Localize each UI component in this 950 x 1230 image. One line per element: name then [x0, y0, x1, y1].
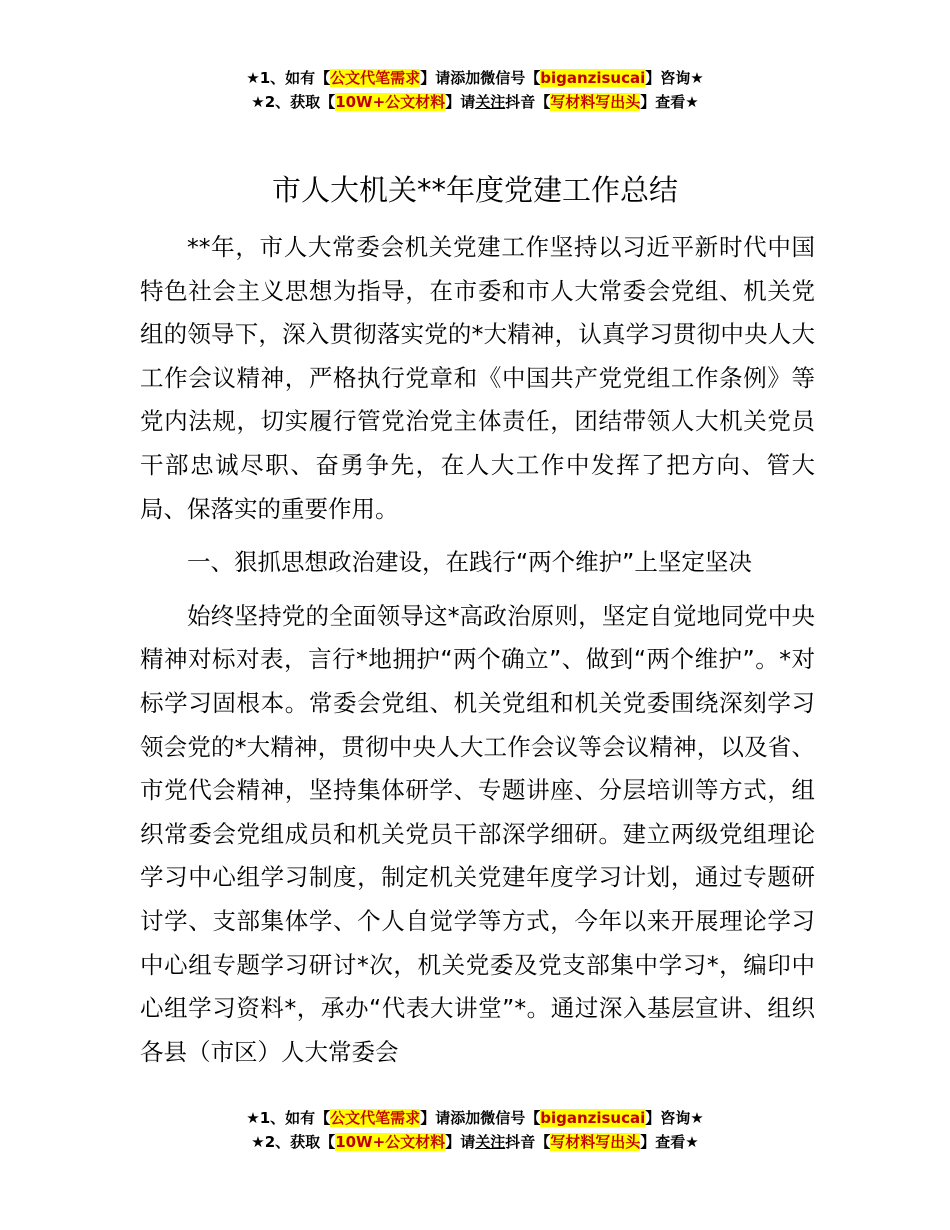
banner-text: 抖音【	[505, 93, 551, 111]
banner-text: 】请	[445, 93, 476, 111]
banner-underline: 关注	[475, 93, 506, 111]
bottom-banner	[0, 1106, 950, 1154]
banner-highlight: 10W+公文材料	[335, 1133, 446, 1151]
banner-text: 】咨询★	[645, 1109, 704, 1127]
banner-text: ★2、获取【	[251, 1133, 336, 1151]
banner-text: 】请添加微信号【	[420, 69, 541, 87]
banner-line-2	[0, 1130, 950, 1154]
banner-line-1	[0, 1106, 950, 1130]
banner-line-2	[0, 90, 950, 114]
banner-highlight: 公文代笔需求	[330, 1109, 421, 1127]
banner-text: 】查看★	[640, 1133, 699, 1151]
banner-highlight: 10W+公文材料	[335, 93, 446, 111]
banner-highlight: biganzisucai	[540, 1109, 646, 1127]
banner-underline: 关注	[475, 1133, 506, 1151]
paragraph-section-1: 始终坚持党的全面领导这*高政治原则，坚定自觉地同党中央精神对标对表，言行*地拥护“两个确立”、做到“两个维护”。*对标学习固根本。常委会党组、机关党组和机关党委围绕深刻学习领会党的*大精神，贯彻中央人大工作会议等会议精神，以及省、市党代会精神，坚持集体研学、专题讲座、分层培训等方式，组织常委会党组成员和机关党员干部深学细研。建立两级党组理论学习中心组学习制度，制定机关党建年度学习计划，通过专题研讨学、支部集体学、个人自觉学等方式，今年以来开展理论学习中心组专题学习研讨*次，机关党委及党支部集中学习*，编印中心组学习资料*，承办“代表大讲堂”*。通过深入基层宣讲、组织各县（市区）人大常委会	[140, 601, 815, 1066]
banner-text: 】咨询★	[645, 69, 704, 87]
banner-highlight: 公文代笔需求	[330, 69, 421, 87]
banner-line-1	[0, 66, 950, 90]
document-body	[140, 226, 815, 1084]
banner-text: ★1、如有【	[246, 1109, 331, 1127]
paragraph-intro: **年，市人大常委会机关党建工作坚持以习近平新时代中国特色社会主义思想为指导，在市委和市人大常委会党组、机关党组的领导下，深入贯彻落实党的*大精神，认真学习贯彻中央人大工作会议精神，严格执行党章和《中国共产党党组工作条例》等党内法规，切实履行管党治党主体责任，团结带领人大机关党员干部忠诚尽职、奋勇争先，在人大工作中发挥了把方向、管大局、保落实的重要作用。	[140, 233, 815, 523]
banner-highlight: 写材料写出头	[550, 1133, 641, 1151]
section-heading-1: 一、狠抓思想政治建设，在践行“两个维护”上坚定坚决	[187, 548, 752, 577]
banner-highlight: 写材料写出头	[550, 93, 641, 111]
document-title: 市人大机关**年度党建工作总结	[271, 173, 678, 207]
banner-text: 】查看★	[640, 93, 699, 111]
banner-text: 】请	[445, 1133, 476, 1151]
banner-text: ★1、如有【	[246, 69, 331, 87]
top-banner	[0, 66, 950, 114]
banner-highlight: biganzisucai	[540, 69, 646, 87]
banner-text: 抖音【	[505, 1133, 551, 1151]
banner-text: ★2、获取【	[251, 93, 336, 111]
banner-text: 】请添加微信号【	[420, 1109, 541, 1127]
